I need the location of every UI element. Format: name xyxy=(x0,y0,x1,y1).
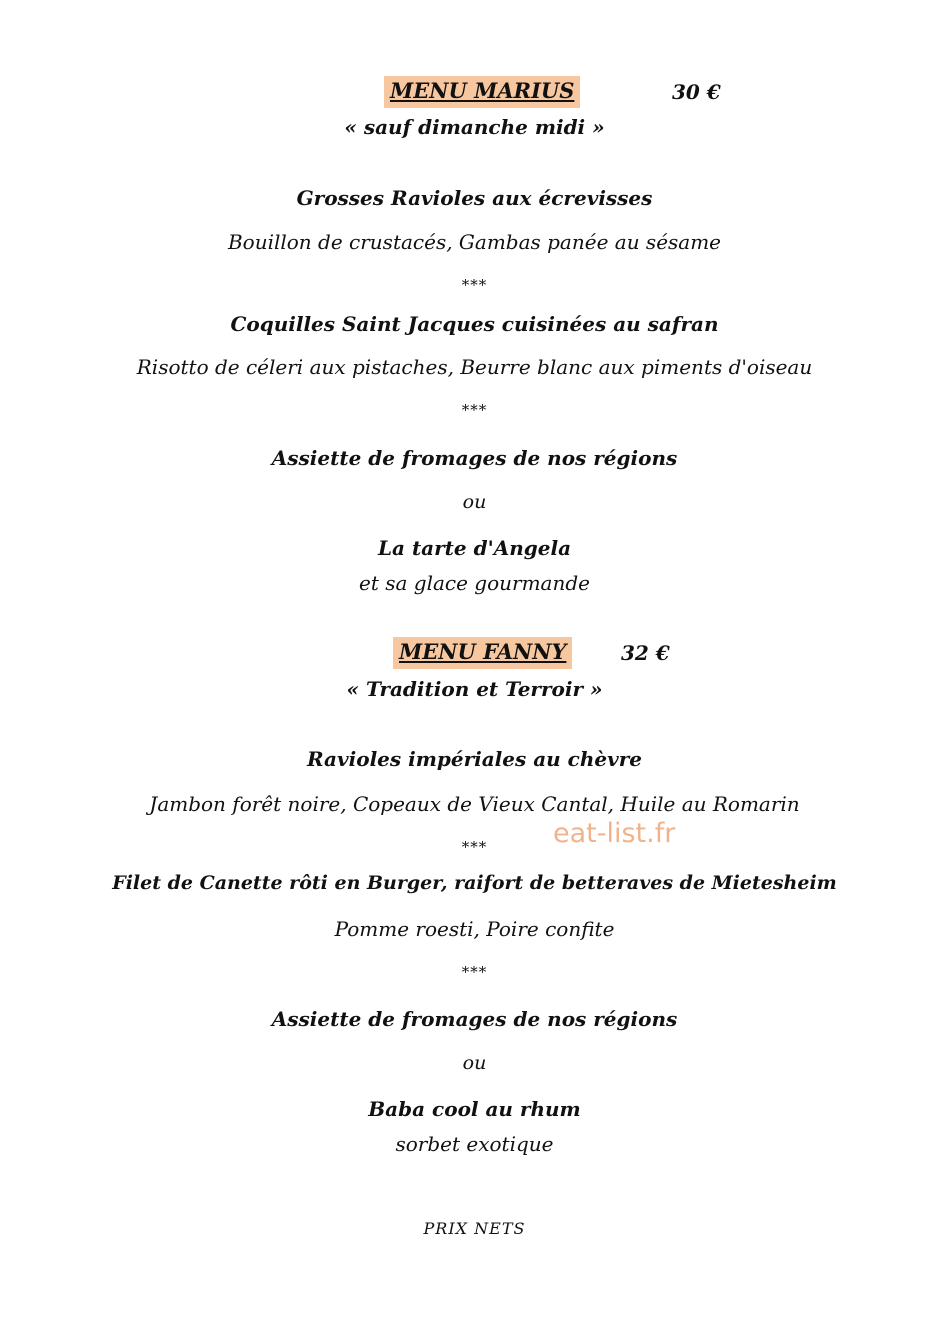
course-separator: *** xyxy=(461,401,488,419)
watermark: eat-list.fr xyxy=(553,818,676,849)
menu-price: 32 € xyxy=(621,641,670,665)
dessert-option: La tarte d'Angela xyxy=(377,536,572,560)
menu-subtitle: « Tradition et Terroir » xyxy=(346,677,603,701)
course-dish: Ravioles impériales au chèvre xyxy=(306,747,643,771)
dessert-option: Baba cool au rhum xyxy=(368,1097,581,1121)
course-description: Risotto de céleri aux pistaches, Beurre blanc aux piments d'oiseau xyxy=(136,355,813,379)
dessert-description: sorbet exotique xyxy=(395,1132,554,1156)
or-label: ou xyxy=(462,491,487,513)
course-description: Pomme roesti, Poire confite xyxy=(334,917,615,941)
menu-marius-header xyxy=(0,76,949,110)
course-dish: Grosses Ravioles aux écrevisses xyxy=(296,186,653,210)
course-description: Jambon forêt noire, Copeaux de Vieux Cantal, Huile au Romarin xyxy=(149,792,800,816)
course-separator: *** xyxy=(461,963,488,981)
menu-fanny-header xyxy=(0,637,949,671)
dessert-option: Assiette de fromages de nos régions xyxy=(271,446,678,470)
menu-title: MENU FANNY xyxy=(393,637,572,669)
menu-subtitle: « sauf dimanche midi » xyxy=(344,115,605,139)
menu-price: 30 € xyxy=(672,80,721,104)
course-description: Bouillon de crustacés, Gambas panée au sésame xyxy=(227,230,722,254)
dessert-description: et sa glace gourmande xyxy=(359,571,590,595)
or-label: ou xyxy=(462,1052,487,1074)
course-separator: *** xyxy=(461,276,488,294)
menu-title: MENU MARIUS xyxy=(384,76,580,108)
dessert-option: Assiette de fromages de nos régions xyxy=(271,1007,678,1031)
course-separator: *** xyxy=(461,838,488,856)
prices-net-footer: PRIX NETS xyxy=(423,1219,526,1238)
course-dish: Filet de Canette rôti en Burger, raifort de betteraves de Mietesheim xyxy=(112,872,837,894)
course-dish: Coquilles Saint Jacques cuisinées au safran xyxy=(230,312,719,336)
